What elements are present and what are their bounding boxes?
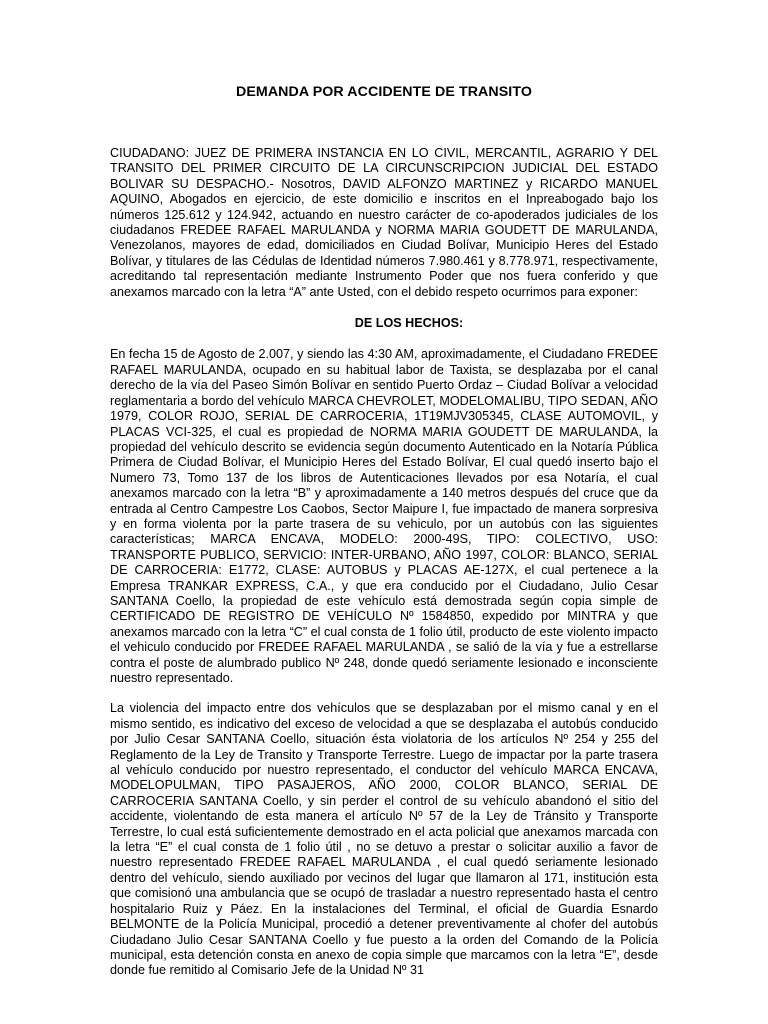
facts-paragraph-1: En fecha 15 de Agosto de 2.007, y siendo las 4:30 AM, aproximadamente, el Ciudadano FREDEE RAFAEL MARULANDA, ocupado en su habitual labor de Taxista, se desplazaba por el canal derecho de la vía del Paseo Simón Bolívar en sentido Puerto Ordaz – Ciudad Bolívar a velocidad reglamentaria a bordo del vehículo MARCA CHEVROLET, MODELOMALIBU, TIPO SEDAN, AÑO 1979, COLOR ROJO, SERIAL DE CARROCERIA, 1T19MJV305345, CLASE AUTOMOVIL, y PLACAS VCI-325, el cual es propiedad de NORMA MARIA GOUDETT DE MARULANDA, la propiedad del vehículo descrito se evidencia según documento Autenticado en la Notaría Pública Primera de Ciudad Bolívar, el Municipio Heres del Estado Bolívar, El cual quedó inserto bajo el Numero 73, Tomo 137 de los libros de Autenticaciones llevados por esa Notaría, el cual anexamos marcado con la letra “B” y aproximadamente a 140 metros después del cruce que da entrada al Centro Campestre Los Caobos, Sector Maipure I, fue impactado de manera sorpresiva y en forma violenta por la parte trasera de su vehiculo, por un autobús con las siguientes características; MARCA ENCAVA, MODELO: 2000-49S, TIPO: COLECTIVO, USO: TRANSPORTE PUBLICO, SERVICIO: INTER-URBANO, AÑO 1997, COLOR: BLANCO, SERIAL DE CARROCERIA: E1772, CLASE: AUTOBUS y PLACAS AE-127X, el cual pertenece a la Empresa TRANKAR EXPRESS, C.A., y que era conducido por el Ciudadano, Julio Cesar SANTANA Coello, la propiedad de este vehículo está demostrada según copia simple de CERTIFICADO DE REGISTRO DE VEHÍCULO Nº 1584850, expedido por MINTRA y que anexamos marcado con la letra “C” el cual consta de 1 folio útil, producto de este violento impacto el vehiculo conducido por FREDEE RAFAEL MARULANDA , se salió de la vía y fue a estrellarse contra el poste de alumbrado publico Nº 248, donde quedó seriamente lesionado e inconsciente nuestro representado. (110, 347, 658, 685)
intro-paragraph: CIUDADANO: JUEZ DE PRIMERA INSTANCIA EN LO CIVIL, MERCANTIL, AGRARIO Y DEL TRANSITO DEL PRIMER CIRCUITO DE LA CIRCUNSCRIPCION JUDICIAL DEL ESTADO BOLIVAR SU DESPACHO.- Nosotros, DAVID ALFONZO MARTINEZ y RICARDO MANUEL AQUINO, Abogados en ejercicio, de este domicilio e inscritos en el Inpreabogado bajo los números 125.612 y 124.942, actuando en nuestro carácter de co-apoderados judiciales de los ciudadanos FREDEE RAFAEL MARULANDA y NORMA MARIA GOUDETT DE MARULANDA, Venezolanos, mayores de edad, domiciliados en Ciudad Bolívar, Municipio Heres del Estado Bolívar, y titulares de las Cédulas de Identidad números 7.980.461 y 8.778.971, respectivamente, acreditando tal representación mediante Instrumento Poder que nos fuera conferido y que anexamos marcado con la letra “A” ante Usted, con el debido respeto ocurrimos para exponer: (110, 146, 658, 299)
document-title: DEMANDA POR ACCIDENTE DE TRANSITO (236, 84, 532, 100)
paragraph-spacer (110, 686, 658, 701)
facts-paragraph-2: La violencia del impacto entre dos vehículos que se desplazaban por el mismo canal y en el mismo sentido, es indicativo del exceso de velocidad a que se desplazaba el autobús conducido por Julio Cesar SANTANA Coello, situación ésta violatoria de los artículos Nº 254 y 255 del Reglamento de la Ley de Transito y Transporte Terrestre. Luego de impactar por la parte trasera al vehículo conducido por nuestro representado, el conductor del vehículo MARCA ENCAVA, MODELOPULMAN, TIPO PASAJEROS, AÑO 2000, COLOR BLANCO, SERIAL DE CARROCERIA SANTANA Coello, y sin perder el control de su vehículo abandonó el sitio del accidente, violentando de esta manera el artículo Nº 57 de la Ley de Tránsito y Transporte Terrestre, lo cual está suficientemente demostrado en el acta policial que anexamos marcada con la letra “E” el cual consta de 1 folio útil , no se detuvo a prestar o solicitar auxilio a favor de nuestro representado FREDEE RAFAEL MARULANDA , el cual quedó seriamente lesionado dentro del vehículo, siendo auxiliado por vecinos del lugar que llamaron al 171, institución esta que comisionó una ambulancia que se ocupó de trasladar a nuestro representado hasta el centro hospitalario Ruiz y Páez. En la instalaciones del Terminal, el oficial de Guardia Esnardo BELMONTE de la Policía Municipal, procedió a detener preventivamente al chofer del autobús Ciudadano Julio Cesar SANTANA Coello y fue puesto a la orden del Comando de la Policía municipal, esta detención consta en anexo de copia simple que marcamos con la letra “E”, desde donde fue remitido al Comisario Jefe de la Unidad Nº 31 (110, 701, 658, 978)
section-heading-facts: DE LOS HECHOS: (354, 316, 464, 331)
